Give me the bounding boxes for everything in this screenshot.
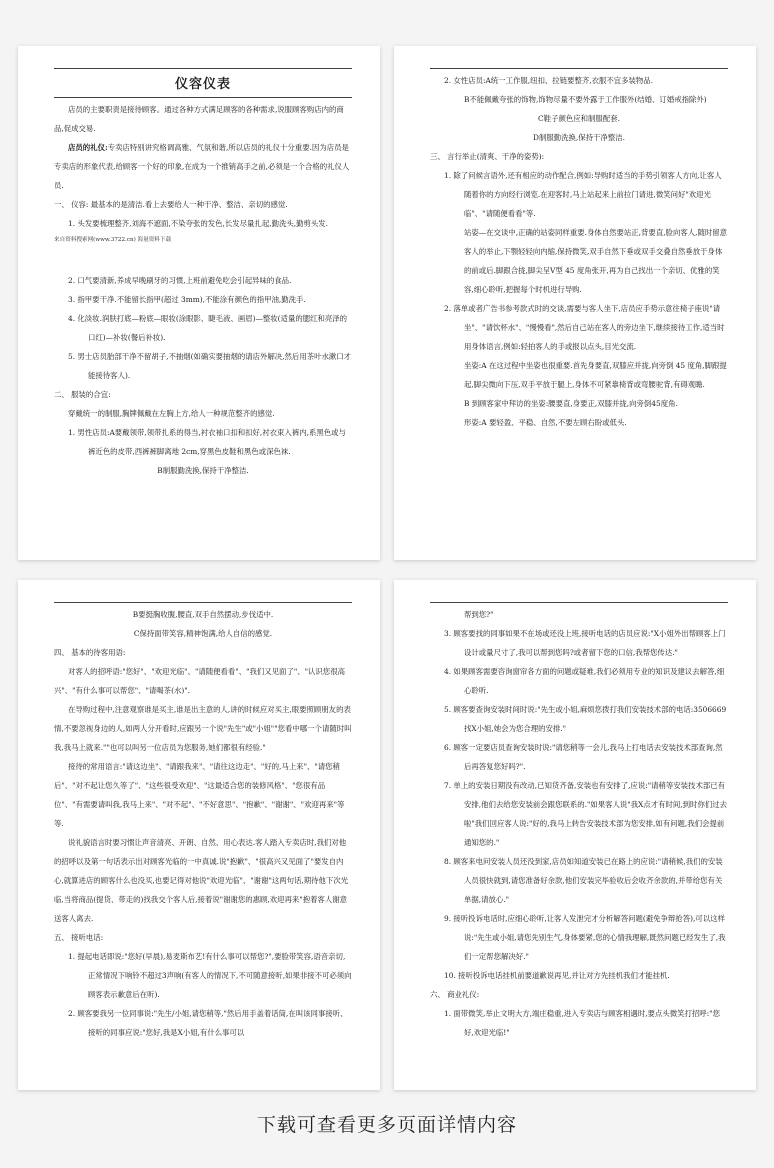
list-item: 1. 除了问候言语外,还有相应的动作配合,例如:导购时适当的手势引领客人方向,让客人随着你的方向经行浏览.在迎客时,马上站起来上前拉门请进,微笑问好"欢迎光临"、"请随便看看"等. xyxy=(444,171,722,218)
source-note: 来自资料搜索网(www.3722.cn) 海量资料下载 xyxy=(54,237,172,243)
paragraph: 对客人的招呼语:"您好"、"欢迎光临"、"请随便看看"、"我们又见面了"、"认识您很高兴"、"有什么事可以帮您"、"请喝茶(水)". xyxy=(54,667,345,695)
download-more-link[interactable]: 下载可查看更多页面详情内容 xyxy=(256,1114,517,1136)
list-item: 6. 顾客一定要店员查询安装时说:"请您稍等一会儿,我马上打电话去安装技术部查询,然后再答复您好吗?". xyxy=(444,743,723,771)
header-rule xyxy=(54,602,352,603)
list-item: 10. 接听投诉电话挂机前要道歉说再见,并让对方先挂机我们才能挂机. xyxy=(444,971,670,980)
list-item: 5. 顾客要查询安装时间时说:"先生或小姐,麻烦您拨打我们安装技术部的电话:3506669 找X小姐,她会为您合理的安排." xyxy=(444,705,727,733)
list-item: 5. 男士店员胎部干净不留胡子,不抽烟(如确实要抽烟的请店外解决,然后用茶叶水漱口才能接待客人). xyxy=(68,352,352,380)
list-subitem: B不能佩戴夸张的饰物,饰物尽量不要外露于工作服外(结婚、订婚戒指除外) xyxy=(464,95,707,104)
list-item: 2. 落单或者广告书参考款式时的交谈,需要与客人坐下,店员应手势示意往椅子座说"请坐"、"请饮杯水"、"慢慢看",然后自己站在客人的旁边坐下,继续接待工作,适当时用身体语言,例如:轻拍客人的手或报以点头,目光交流. xyxy=(444,304,725,351)
list-item: 4. 化淡妆.润肤打底—粉底—眼妆(涂眼影、睫毛液、画眉)—整妆(适量的腮红和亮泽的口红)—补妆(餐后补妆). xyxy=(68,314,348,342)
page-title: 仪容仪表 xyxy=(174,77,231,92)
section-heading: 一、 仪容: 最基本的是清洁.看上去要给人一种干净、整洁、亲切的感觉. xyxy=(54,200,288,209)
header-rule xyxy=(430,68,728,69)
list-item: 1. 男性店员:A要戴领带,领带扎系的得当,衬衣袖口扣和扣好,衬衣束入裤内,系黑色或与裤近色的皮带,西裤裤脚离地 2cm,穿黑色皮鞋和黑色或深色袜. xyxy=(68,428,346,456)
list-item: 2. 口气要清新,养成早晚刷牙的习惯,上班前避免吃会引起异味的食品. xyxy=(68,276,292,285)
document-page-1 xyxy=(18,46,380,560)
paragraph: 说礼貌语言时要习惯让声音清亮、开朗、自然、用心表达.客人踏入专卖店时,我们对他的招呼以及第一句话表示出对顾客光临的一中真诚.说"抱歉"、"很高兴又见面了"要发自内心,就算进店的顾客什么也没买,也要记得对他说"欢迎光临"、"谢谢"这两句话,期待他下次光临,当将商品(提货、带走的)找我交个客人后,接着说"谢谢您的惠顾,欢迎再来"抱着客人谢意送客人离去. xyxy=(54,838,349,923)
section-heading: 六、 商业礼仪: xyxy=(430,990,480,999)
paragraph: 形姿:A 要轻盈、平稳、自然,不要左顾右盼或低头. xyxy=(464,418,627,427)
section-heading: 五、 接听电话: xyxy=(54,933,104,942)
header-rule xyxy=(430,602,728,603)
list-item: 8. 顾客来电问安装人员还没到家,店员如知道安装已在路上的应说:"请稍候,我们的安装人员很快就到,请您准备好余款,他们安装完毕验收后会收齐余款的,并带给您有关单据,请放心." xyxy=(444,857,723,904)
paragraph: 坐姿:A 在这过程中坐姿也很重要.首先身要直,双膝应并拢,向旁倒 45 度角,脚跟提起,脚尖微向下压,双手平放于腿上,身体不可紧靠椅背或弯腰驼背,有碍观瞻. xyxy=(464,361,727,389)
section-heading: 三、 言行举止(清爽、干净的姿势): xyxy=(430,152,545,161)
list-item: 9. 接听投诉电话时,应细心聆听,让客人发泄完才分析解答问题(避免争辩抢答),可以这样说:"先生或小姐,请您先别生气,身体要紧,您的心情我理解,既然问题已经发生了,我们一定帮您解决好." xyxy=(444,914,726,961)
document-page-3 xyxy=(18,580,380,1090)
section-heading: 四、 基本的待客用语: xyxy=(54,648,126,657)
list-item: 4. 如果顾客需要咨询窗帘各方面的问题或疑难,我们必须用专业的知识及建议去解答,细心聆听. xyxy=(444,667,725,695)
list-subitem: B要挺胸收腹,腰直,双手自然摆动,步伐适中. xyxy=(132,610,274,619)
intro-paragraph: 店员的主要职责是接待顾客。通过各种方式满足顾客的各种需求,说服顾客购店内的商品,促成交易. xyxy=(54,105,344,133)
list-subitem: B制服勤洗换,保持干净整洁. xyxy=(157,466,249,475)
list-item: 1. 提起电话即说:"您好(早晨),易麦斯布艺!有什么事可以帮您?",要脸带笑容,语音亲切,正常情况下响铃不超过3声响(有客人的情况下,不可随意接听,如果非接不可必须向顾客表示歉意后在听). xyxy=(68,952,352,999)
paragraph: 穿戴统一的制服,胸牌佩戴在左胸上方,给人一种规范整齐的感觉. xyxy=(68,409,275,418)
paragraph: B 到顾客家中拜访的坐姿:腰要直,身要正,双膝并拢,向旁倒45度角. xyxy=(464,399,678,408)
etiquette-label: 店员的礼仪: xyxy=(68,143,108,152)
document-page-4 xyxy=(394,580,756,1090)
list-subitem: D制服勤洗换,保持干净整洁. xyxy=(533,133,625,142)
paragraph: 站姿—在交谈中,正确的站姿同样重要.身体自然要站正,背要直,脸向客人,随时留意客人的举止,下颚轻轻向内缩,保持微笑,双手自然下垂或双手交叠自然垂放于身体的前或后.脚跟合拢,脚尖呈V型 45 度角张开,再为自己找出一个亲切、优雅的笑容,细心聆听,把握每个时机进行导购. xyxy=(464,228,728,294)
list-item: 1. 头发要梳理整齐,刘海不遮面,不染夸张的发色,长发尽量扎起,勤洗头,勤剪头发. xyxy=(68,219,328,228)
paragraph: 接待的常用语言:"请这边坐"、"请跟我来"、"请往这边走"、"好的,马上来"、"请您稍后"、"对不起让您久等了"、"这些很受欢迎"、"这最适合您的装修风格"、"您很有品位"、"有需要请叫我,我马上来"、"对不起"、"不好意思"、"抱歉"、"谢谢"、"欢迎再来"等等. xyxy=(54,762,345,828)
list-subitem: C鞋子颜色应和制服配套. xyxy=(538,114,620,123)
list-item: 3. 指甲要干净.不能留长指甲(超过 3mm),不能涂有颜色的指甲油,勤洗手. xyxy=(68,295,306,304)
section-heading: 二、 服装的合宜: xyxy=(54,390,111,399)
title-rule xyxy=(54,97,352,98)
document-page-2 xyxy=(394,46,756,560)
list-item: 1. 面带微笑,举止文明大方,端庄稳重,进入专卖店与顾客相遇时,要点头微笑打招呼:"您好,欢迎光临!" xyxy=(444,1009,720,1037)
etiquette-paragraph xyxy=(54,138,352,195)
etiquette-text: 专卖店特别讲究格调高雅、气氛和谐,所以店员的礼仪十分重要.因为店员是专卖店的形象代表,给顾客一个好的印象,在成为一个推销高手之前,必须是一个合格的礼仪人员. xyxy=(54,143,350,190)
list-item: 2. 女性店员:A统一工作服,纽扣、拉链要整齐,衣服不宜多装物品. xyxy=(444,76,654,85)
list-subitem: C保持面带笑容,精神饱满,给人自信的感觉. xyxy=(133,629,273,638)
paragraph: 帮到您?" xyxy=(464,610,494,619)
list-item: 2. 顾客要我另一位同事说:"先生/小姐,请您稍等,"然后用手盖着话筒,在叫该同事接听、接听的同事应说:"您好,我是X小姐,有什么事可以 xyxy=(68,1009,348,1037)
list-item: 7. 单上的安装日期没有改动,已知货齐备,安装也有安排了,应说:"请稍等安装技术部已有安排,他们去给您安装前会跟您联系的."如果客人说"我X点才有时间,到时你们过去啦"我们回应客人说:"好的,我马上转告安装技术部为您安排,如有问题,我们会提前通知您的." xyxy=(444,781,728,847)
list-item: 3. 顾客要找的同事如果不在场或还没上班,接听电话的店员应说:"X小姐外出帮顾客上门设计或量尺寸了,我可以帮到您吗?或者留下您的口信,我帮您传达." xyxy=(444,629,726,657)
header-rule xyxy=(54,68,352,69)
paragraph: 在导购过程中,注意观察谁是买主,谁是出主意的人,讲的时候应对买主,眼要照顾朋友的表情,不要忽视身边的人,如两人分开看时,应跟另一个说"先生"或"小姐""您看中哪一个请随时叫我,我马上就来.""也可以叫另一位店员为您服务,她们都很有经验." xyxy=(54,705,352,752)
